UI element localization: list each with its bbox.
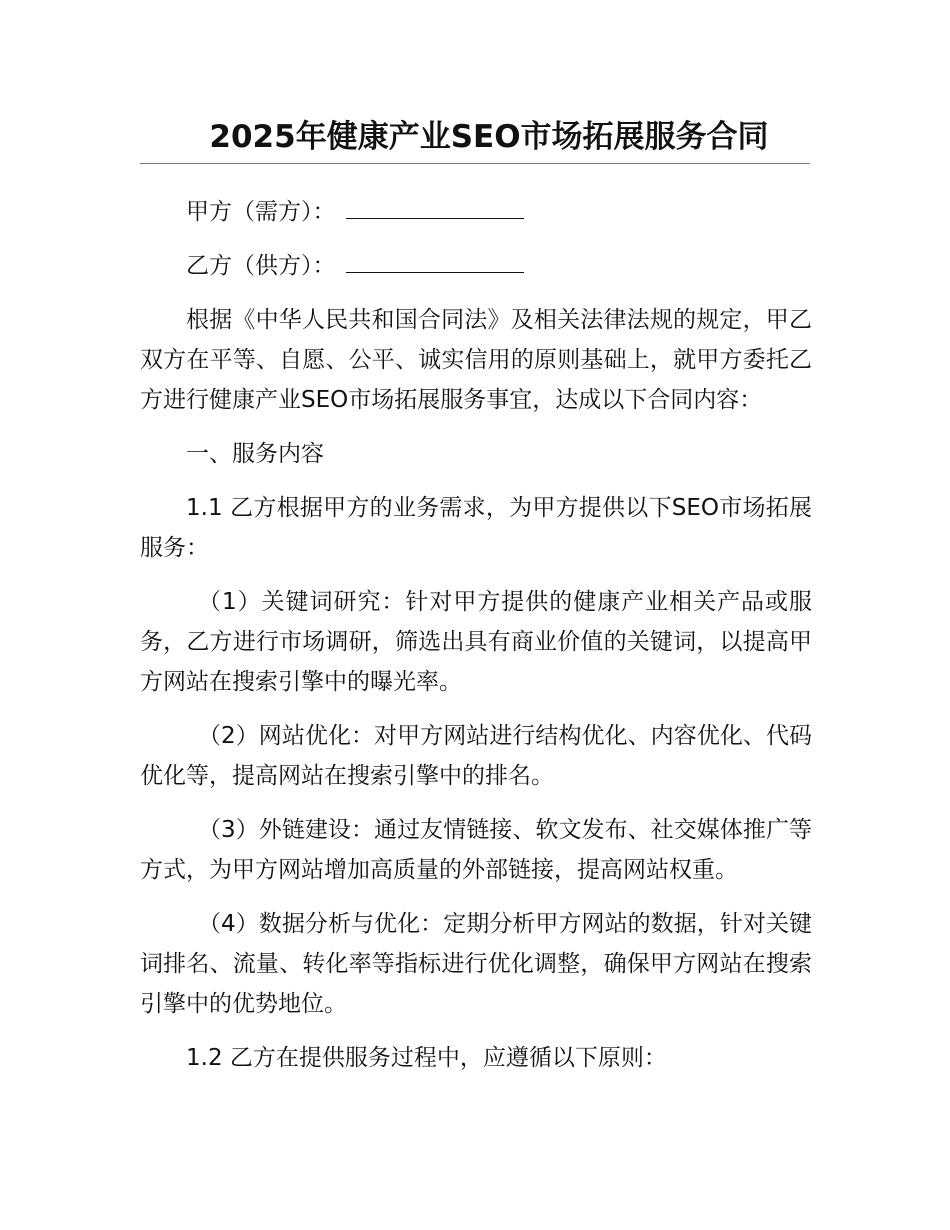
intro-paragraph: 根据《中华人民共和国合同法》及相关法律法规的规定，甲乙双方在平等、自愿、公平、诚实信用的原则基础上，就甲方委托乙方进行健康产业SEO市场拓展服务事宜，达成以下合同内容：	[140, 307, 812, 413]
service-item-2: （2）网站优化：对甲方网站进行结构优化、内容优化、代码优化等，提高网站在搜索引擎中的排名。	[140, 723, 812, 789]
party-b-label: 乙方（供方）：	[186, 253, 336, 279]
service-item-4: （4）数据分析与优化：定期分析甲方网站的数据，针对关键词排名、流量、转化率等指标进行优化调整，确保甲方网站在搜索引擎中的优势地位。	[140, 911, 812, 1017]
document-body	[140, 192, 812, 1092]
party-b-blank	[346, 250, 524, 273]
service-item-3: （3）外链建设：通过友情链接、软文发布、社交媒体推广等方式，为甲方网站增加高质量的外部链接，提高网站权重。	[140, 817, 812, 883]
service-item-1: （1）关键词研究：针对甲方提供的健康产业相关产品或服务，乙方进行市场调研，筛选出具有商业价值的关键词，以提高甲方网站在搜索引擎中的曝光率。	[140, 589, 812, 695]
clause-1-2: 1.2 乙方在提供服务过程中，应遵循以下原则：	[186, 1045, 667, 1071]
party-b-line	[140, 246, 812, 286]
party-a-label: 甲方（需方）：	[186, 199, 336, 225]
section-heading: 一、服务内容	[186, 441, 324, 467]
document-title: 2025年健康产业SEO市场拓展服务合同	[209, 119, 769, 155]
party-a-blank	[346, 196, 524, 219]
title-underline	[140, 163, 810, 164]
clause-1-1: 1.1 乙方根据甲方的业务需求，为甲方提供以下SEO市场拓展服务：	[140, 495, 812, 561]
party-a-line	[140, 192, 812, 232]
